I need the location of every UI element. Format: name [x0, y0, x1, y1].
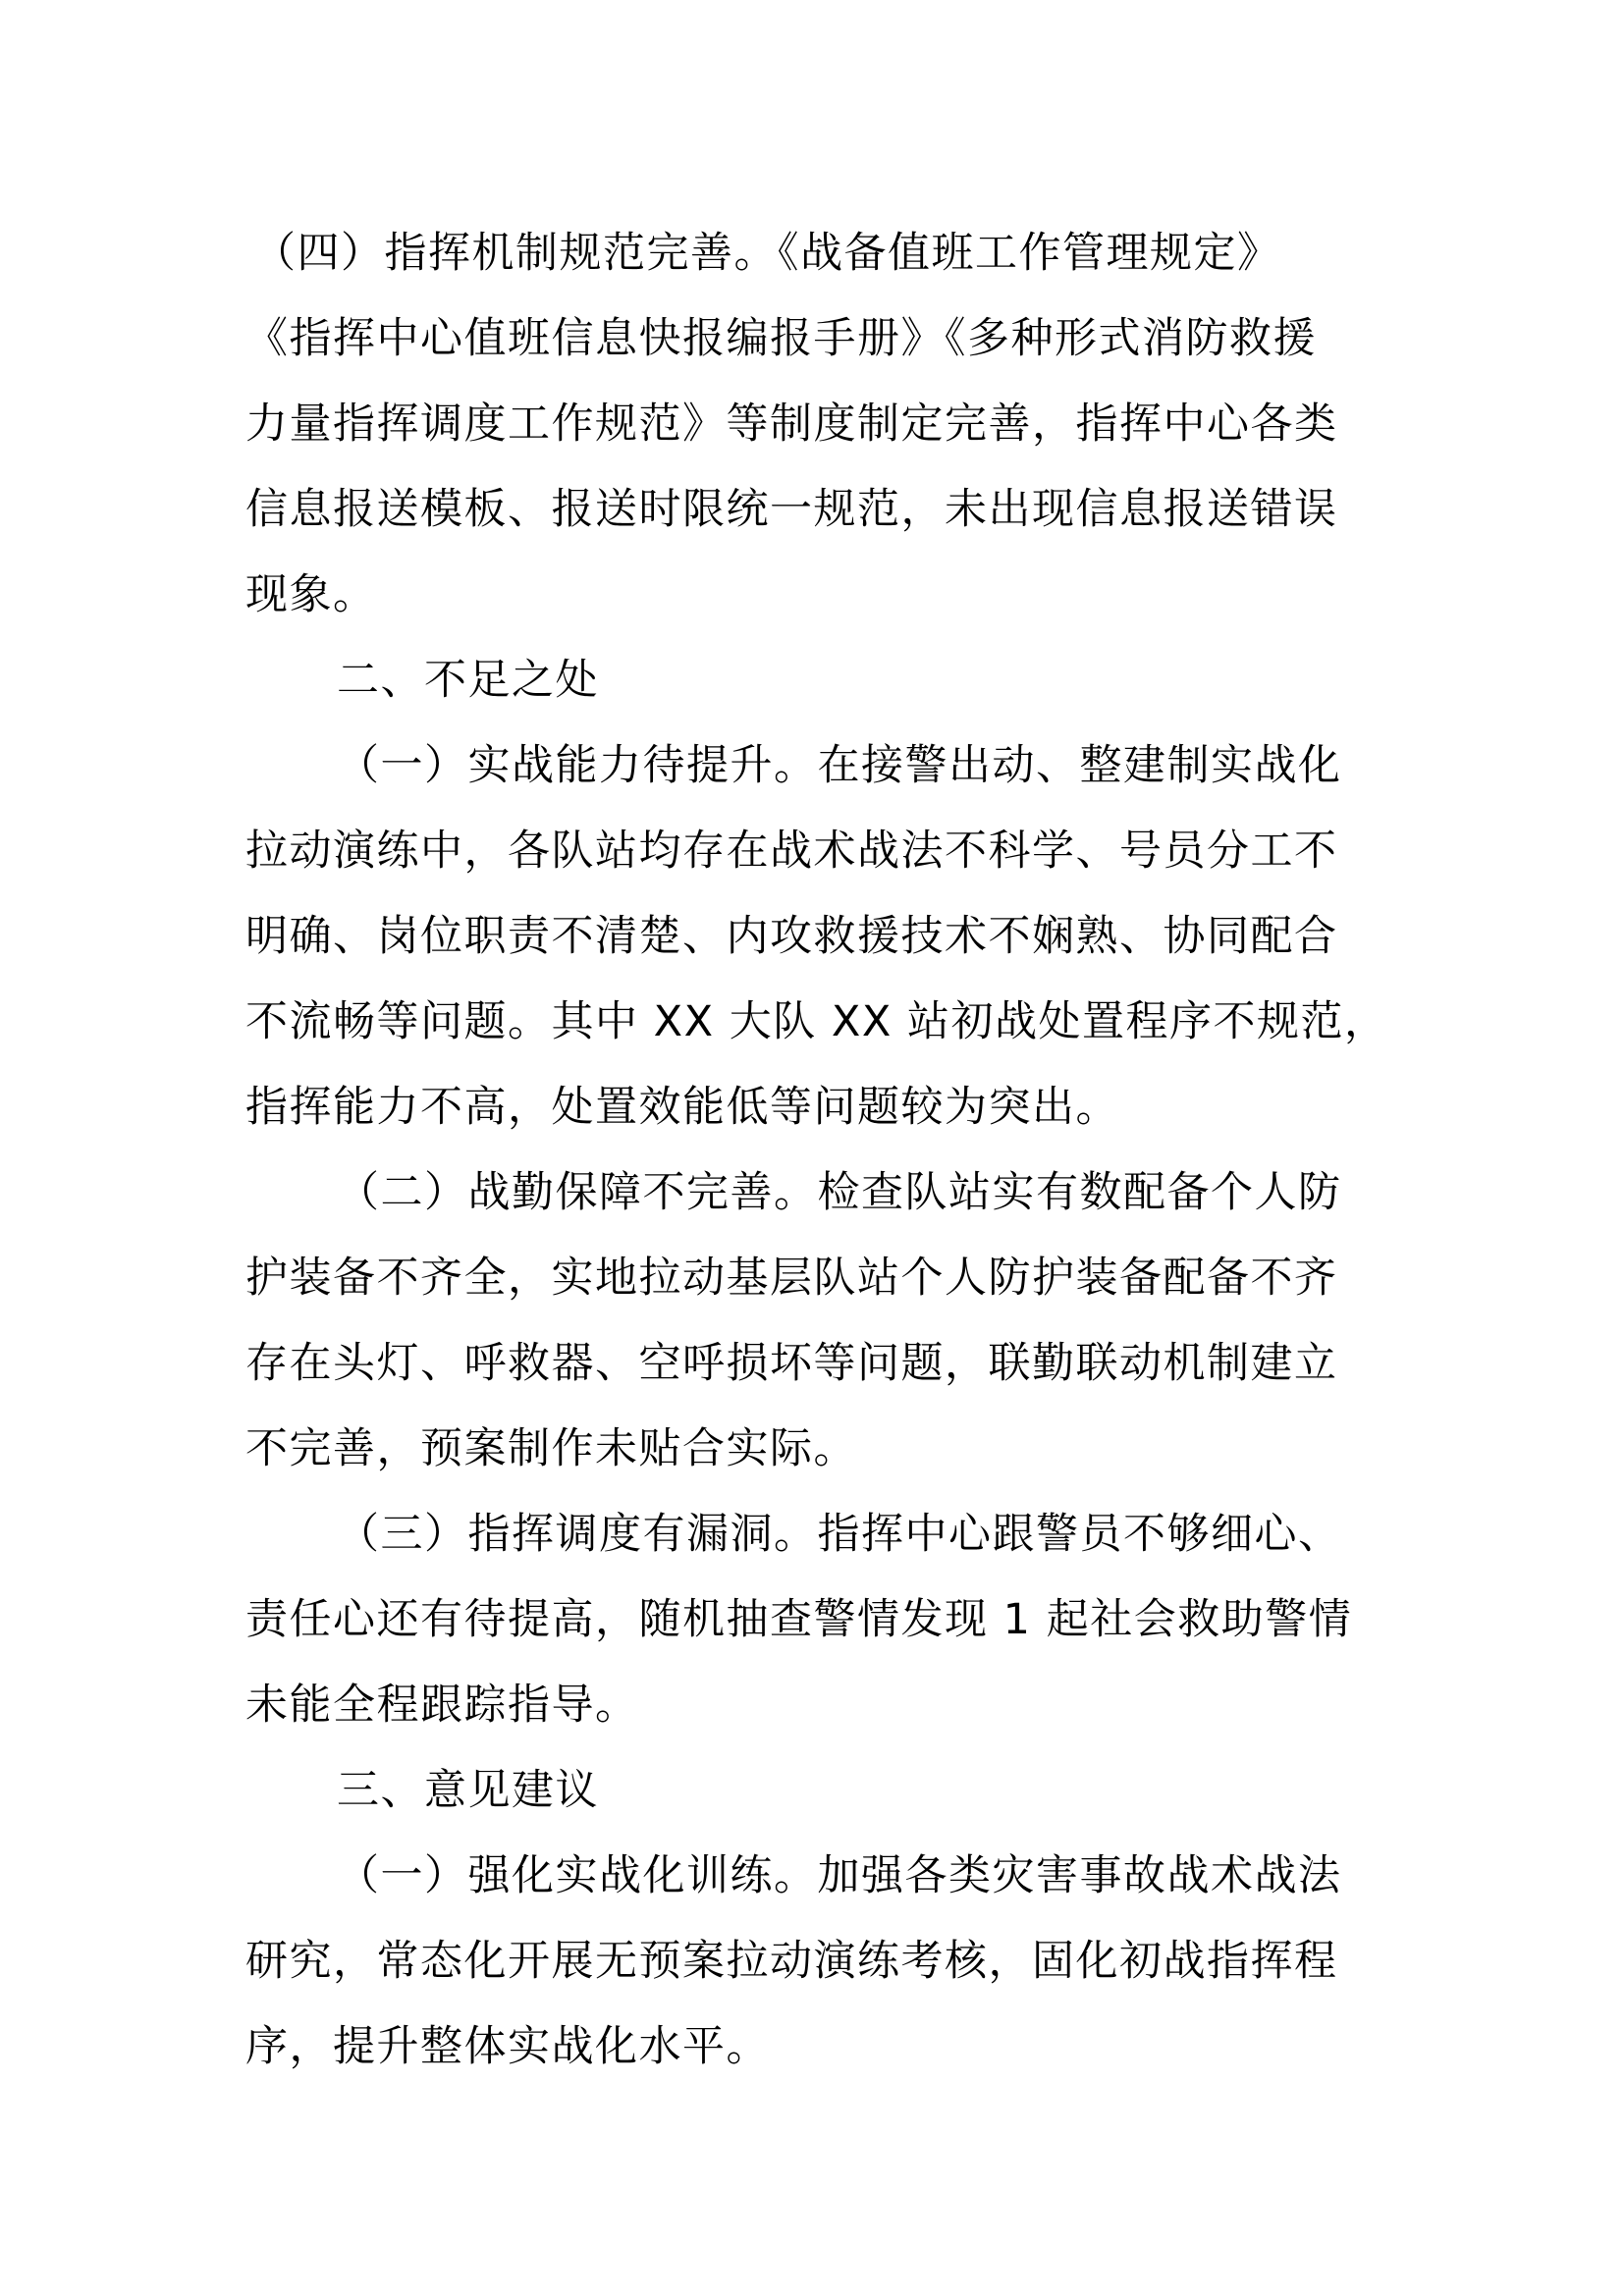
- document-page: [245, 0, 1394, 2296]
- text-line: 《指挥中心值班信息快报编报手册》《多种形式消防救援: [245, 314, 1317, 363]
- text-line: （四）指挥机制规范完善。《战备值班工作管理规定》: [253, 229, 1281, 278]
- text-line: 明确、岗位职责不清楚、内攻救援技术不娴熟、协同配合: [245, 912, 1338, 961]
- section-heading: 三、意见建议: [337, 1766, 599, 1815]
- text-line: 研究，常态化开展无预案拉动演练考核，固化初战指挥程: [245, 1937, 1338, 1986]
- text-line: 不流畅等问题。其中 XX 大队 XX 站初战处置程序不规范，: [245, 997, 1388, 1046]
- text-line: 未能全程跟踪指导。: [245, 1681, 639, 1730]
- text-line: 指挥能力不高，处置效能低等问题较为突出。: [245, 1083, 1119, 1132]
- text-line: （一）实战能力待提升。在接警出动、整建制实战化: [337, 741, 1342, 790]
- text-line: （三）指挥调度有漏洞。指挥中心跟警员不够细心、: [337, 1510, 1342, 1559]
- text-line: 拉动演练中，各队站均存在战术战法不科学、号员分工不: [245, 827, 1338, 876]
- text-line: 不完善，预案制作未贴合实际。: [245, 1424, 857, 1473]
- section-heading: 二、不足之处: [337, 656, 599, 705]
- text-line: 信息报送模板、报送时限统一规范，未出现信息报送错误: [245, 485, 1338, 534]
- text-line: 力量指挥调度工作规范》等制度制定完善，指挥中心各类: [245, 400, 1338, 449]
- text-line: 现象。: [245, 570, 377, 619]
- text-line: 存在头灯、呼救器、空呼损坏等问题，联勤联动机制建立: [245, 1339, 1338, 1388]
- text-line: （二）战勤保障不完善。检查队站实有数配备个人防: [337, 1168, 1342, 1217]
- text-line: 护装备不齐全，实地拉动基层队站个人防护装备配备不齐: [245, 1254, 1338, 1303]
- text-line: 责任心还有待提高，随机抽查警情发现 1 起社会救助警情: [245, 1595, 1353, 1644]
- text-line: 序，提升整体实战化水平。: [245, 2022, 770, 2071]
- text-line: （一）强化实战化训练。加强各类灾害事故战术战法: [337, 1851, 1342, 1900]
